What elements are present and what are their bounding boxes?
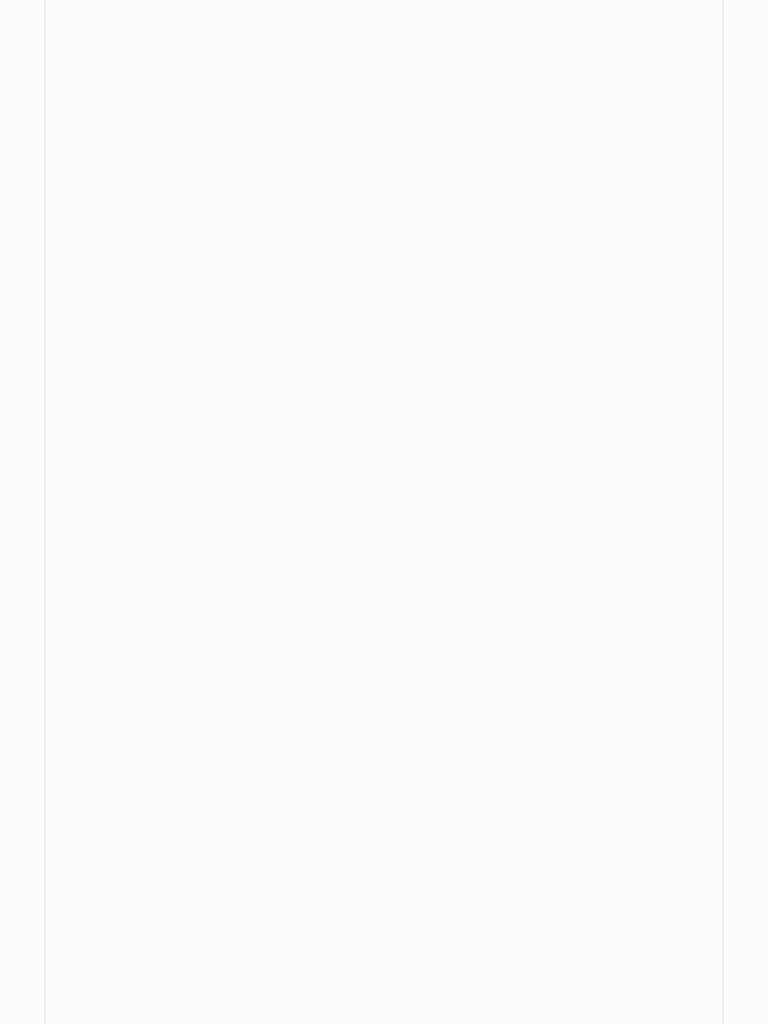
article xyxy=(95,128,695,160)
article-headline xyxy=(95,128,695,152)
scan-edge-left xyxy=(44,0,46,1024)
scan-edge-right xyxy=(722,0,724,1024)
